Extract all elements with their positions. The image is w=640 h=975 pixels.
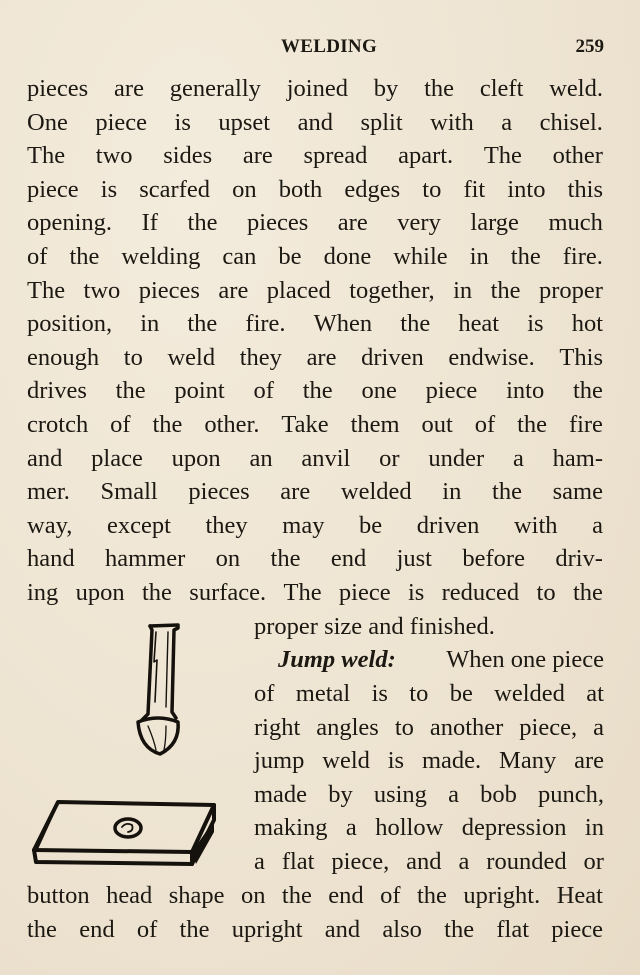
word: or — [583, 848, 604, 875]
word: drives — [27, 377, 87, 405]
page-header — [26, 36, 604, 64]
word: spread — [303, 142, 368, 170]
word: are — [114, 75, 144, 102]
word: of — [136, 915, 158, 943]
word: to — [409, 680, 429, 707]
word: piece, — [331, 848, 390, 875]
word: pieces — [247, 209, 309, 237]
word: while — [393, 243, 448, 270]
page-number: 259 — [575, 36, 604, 57]
text-line — [27, 173, 603, 207]
word: The — [283, 579, 322, 606]
word: pieces — [188, 478, 250, 506]
text-line — [27, 72, 603, 106]
word: on — [215, 545, 241, 573]
word: are — [306, 343, 337, 371]
word: and — [406, 848, 442, 875]
word: the — [400, 310, 431, 338]
word: end — [330, 545, 367, 573]
word: the — [510, 243, 541, 270]
word: they — [205, 511, 248, 539]
text-line — [27, 139, 603, 173]
word: of — [474, 411, 496, 438]
text-line — [27, 509, 603, 543]
word: upright. — [463, 882, 541, 909]
word: anvil — [301, 444, 351, 472]
word: the — [416, 882, 447, 909]
word: a — [458, 848, 470, 875]
word: both — [278, 175, 323, 203]
word: If — [141, 209, 158, 237]
word: Small — [100, 478, 158, 506]
running-title: WELDING — [280, 36, 378, 57]
word: in — [140, 310, 160, 338]
word: other. — [204, 411, 260, 438]
word: the — [444, 915, 475, 943]
word: and — [324, 915, 361, 943]
word: to — [536, 579, 556, 606]
word: piece — [95, 108, 148, 136]
word: point — [174, 377, 225, 405]
word: piece — [551, 915, 603, 943]
word: apart. — [398, 142, 454, 170]
word: other — [552, 142, 603, 170]
text-line — [27, 576, 603, 610]
word: crotch — [27, 411, 89, 438]
text-line — [254, 811, 604, 845]
word: are — [218, 276, 249, 304]
word: The — [27, 276, 66, 304]
word: in — [442, 478, 462, 506]
word: cleft — [479, 75, 524, 102]
word: of — [27, 243, 48, 270]
word: the — [115, 377, 146, 405]
word: be — [278, 243, 302, 270]
word: upset — [218, 108, 271, 136]
word: hammer — [105, 545, 186, 573]
word: depression — [461, 814, 567, 842]
word: under — [428, 444, 485, 472]
word: jump — [254, 747, 305, 775]
word: the — [179, 915, 210, 943]
word: The — [483, 142, 522, 170]
word: fire. — [562, 243, 603, 270]
jump-weld-heading: Jump weld: — [278, 646, 396, 673]
word: the — [572, 579, 603, 606]
word: them — [350, 411, 400, 438]
text-line — [27, 913, 603, 947]
word: bob — [480, 780, 517, 808]
word: the — [492, 478, 522, 506]
word: this — [567, 175, 603, 203]
text-line — [27, 240, 603, 274]
word: one — [361, 377, 397, 405]
word: is — [387, 747, 405, 775]
word: be — [359, 511, 383, 539]
word: end — [328, 882, 364, 909]
word: punch, — [537, 780, 604, 808]
word: the — [424, 75, 455, 102]
text-line — [27, 106, 603, 140]
word: piece — [425, 377, 478, 405]
word: with — [430, 108, 474, 136]
word: welded — [340, 478, 412, 506]
word: the — [187, 209, 218, 237]
text-line — [27, 408, 603, 442]
word: can — [222, 243, 257, 270]
word: piece, — [519, 713, 578, 741]
word: a — [592, 511, 603, 539]
word: weld. — [549, 75, 603, 102]
word: The — [27, 142, 66, 170]
word: the — [517, 411, 548, 438]
word: hollow — [375, 814, 444, 842]
word: upon — [171, 444, 221, 472]
word: same — [552, 478, 603, 506]
word: at — [586, 680, 604, 707]
word: enough — [27, 343, 100, 371]
word: to — [394, 713, 414, 741]
word: reduced — [441, 579, 520, 606]
word: hand — [27, 545, 75, 573]
word: shape — [168, 882, 225, 909]
text-line — [27, 274, 603, 308]
word: done — [323, 243, 372, 270]
word: opening. — [27, 209, 113, 237]
word: the — [69, 243, 100, 270]
jump-weld-line: Jump weld: When one piece — [278, 643, 604, 677]
word: upon — [75, 579, 125, 606]
text-line — [27, 879, 603, 913]
word: an — [249, 444, 273, 472]
word: head — [106, 882, 153, 909]
word: into — [507, 175, 546, 203]
word: driven — [416, 511, 480, 539]
word: is — [371, 680, 388, 707]
word: is — [100, 175, 118, 203]
text-line — [27, 206, 603, 240]
word: two — [95, 142, 133, 170]
word: made — [254, 780, 308, 808]
word: piece — [338, 579, 391, 606]
word: the — [152, 411, 183, 438]
word: pieces — [138, 276, 200, 304]
word: on — [240, 882, 266, 909]
word: by — [373, 75, 399, 102]
word: generally — [169, 75, 261, 102]
word: may — [282, 511, 325, 539]
word: a — [254, 848, 265, 875]
word: is — [527, 310, 544, 338]
bob-punch-and-plate-icon — [28, 622, 228, 867]
word: are — [280, 478, 311, 506]
word: are — [337, 209, 368, 237]
text-line — [27, 542, 603, 576]
word: driven — [361, 343, 424, 371]
word: using — [373, 780, 427, 808]
word: This — [559, 343, 603, 371]
word: button — [27, 882, 90, 909]
text-line — [27, 307, 603, 341]
word: in — [453, 276, 473, 304]
word: making — [254, 814, 328, 842]
text-line — [254, 711, 604, 745]
word: a — [501, 108, 513, 136]
word: weld — [167, 343, 216, 371]
text-line — [254, 744, 604, 778]
word: made. — [421, 747, 482, 775]
word: by — [328, 780, 353, 808]
word: angles — [316, 713, 379, 741]
word: the — [490, 276, 521, 304]
word: right — [254, 713, 301, 741]
word: surface. — [189, 579, 267, 606]
word: position, — [27, 310, 113, 338]
word: placed — [266, 276, 331, 304]
word: before — [462, 545, 525, 573]
jump-weld-illustration — [28, 622, 228, 867]
word: fit — [463, 175, 486, 203]
word: to — [123, 343, 143, 371]
word: end — [79, 915, 115, 943]
word: joined — [286, 75, 348, 102]
word: flat — [496, 915, 530, 943]
word: heat — [458, 310, 500, 338]
word: split — [360, 108, 403, 136]
word: hot — [571, 310, 603, 338]
word: a — [448, 780, 459, 808]
word: way, — [27, 511, 73, 539]
word: with — [513, 511, 558, 539]
word: of — [254, 680, 275, 707]
text-line — [254, 677, 604, 711]
text-line — [27, 475, 603, 509]
word: to — [422, 175, 442, 203]
word: two — [83, 276, 121, 304]
word: together, — [349, 276, 435, 304]
word: be — [449, 680, 473, 707]
word: Many — [499, 747, 557, 775]
text-line — [27, 442, 603, 476]
word: very — [397, 209, 441, 237]
word: the — [281, 882, 312, 909]
text-line — [254, 845, 604, 879]
word: large — [470, 209, 519, 237]
word: the — [187, 310, 218, 338]
word: are — [574, 747, 604, 775]
word: pieces — [27, 75, 89, 102]
word: fire. — [245, 310, 286, 338]
word: into — [506, 377, 545, 405]
word: except — [106, 511, 171, 539]
word: edges — [344, 175, 401, 203]
word: also — [382, 915, 422, 943]
word: chisel. — [539, 108, 603, 136]
word: the — [142, 579, 172, 606]
word: driv- — [555, 545, 603, 573]
word: is — [174, 108, 191, 136]
word: One — [27, 108, 68, 136]
word: flat — [281, 848, 315, 875]
word: a — [512, 444, 524, 472]
text-line — [254, 778, 604, 812]
word: another — [429, 713, 504, 741]
word: a — [345, 814, 357, 842]
word: mer. — [27, 478, 70, 506]
word: welded — [494, 680, 565, 707]
word: fire — [568, 411, 603, 438]
text-line: proper size and finished. — [254, 613, 495, 640]
word: When — [313, 310, 373, 338]
word: of — [380, 882, 401, 909]
word: piece — [27, 175, 79, 203]
word: metal — [295, 680, 351, 707]
word: a — [593, 713, 604, 741]
text-line — [27, 374, 603, 408]
word: ham- — [552, 444, 603, 472]
word: the — [572, 377, 603, 405]
word: much — [548, 209, 603, 237]
word: or — [379, 444, 400, 472]
word: of — [253, 377, 274, 405]
word: and — [27, 444, 63, 472]
word: endwise. — [448, 343, 535, 371]
word: rounded — [486, 848, 567, 875]
text-line — [27, 341, 603, 375]
word: the — [302, 377, 333, 405]
word: sides — [163, 142, 213, 170]
word: Heat — [556, 882, 603, 909]
word: is — [407, 579, 425, 606]
word: in — [469, 243, 489, 270]
word: on — [232, 175, 257, 203]
word: Take — [281, 411, 329, 438]
word: in — [584, 814, 604, 842]
word: ing — [27, 579, 59, 606]
word: weld — [322, 747, 370, 775]
word: the — [270, 545, 301, 573]
word: the — [27, 915, 57, 943]
word: they — [239, 343, 282, 371]
word: of — [110, 411, 131, 438]
word: upright — [231, 915, 303, 943]
word: welding — [121, 243, 201, 270]
word: are — [242, 142, 273, 170]
word: proper — [538, 276, 603, 304]
word: just — [396, 545, 432, 573]
word: place — [91, 444, 143, 472]
word: out — [421, 411, 453, 438]
word: scarfed — [139, 175, 210, 203]
word: and — [297, 108, 333, 136]
